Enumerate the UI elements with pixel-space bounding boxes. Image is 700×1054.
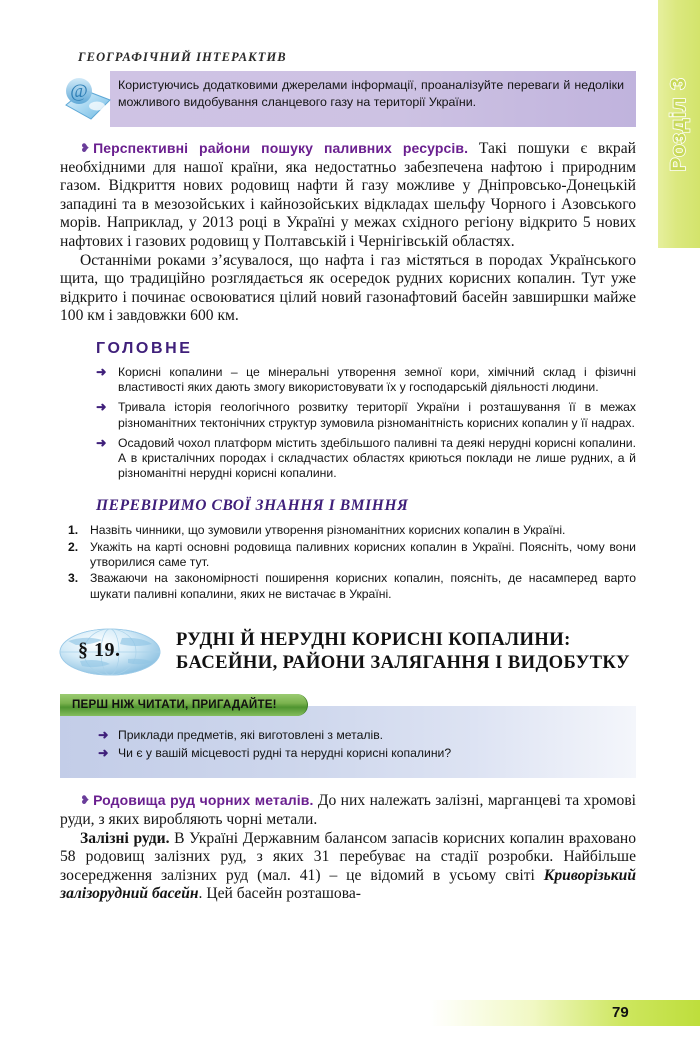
ores-paragraph-1 [60, 791, 636, 829]
list-item-text: Чи є у вашій місцевості рудні та нерудні корисні копалини? [118, 746, 452, 761]
list-item [60, 523, 636, 538]
ores-subterm: Залізні руди. [80, 829, 170, 847]
before-reading-list [60, 728, 636, 762]
prospective-body-1: Такі пошуки є вкрай необхідними для нашої країни, яка недостатньо забезпечена нафтою і природним газом. Відкриття нових родовищ нафти й газу можливе у Дніпровсько-Донецькій западині та в мезозойських і кайнозойських відкладах шельфу Чорного і Азовського морів. Наприклад, у 2013 році в Україні у межах східного регіону відкрито 5 нових нафтових і газових родовищ у Полтавській і Чернігівській областях. [60, 140, 636, 250]
page-number: 79 [612, 1004, 629, 1021]
list-item [96, 436, 636, 482]
main-summary-block [96, 340, 636, 481]
arrow-icon: ➜ [98, 746, 109, 761]
ores-basin-term: Криворізький залізорудний басейн [60, 866, 636, 903]
list-item-text: Зважаючи на закономірності поширення корисних копалин, поясніть, де насамперед варто шукати паливні копалини, яких не вистачає в Україні. [90, 571, 636, 601]
page-content [60, 50, 636, 904]
ores-paragraph-2 [60, 830, 636, 904]
before-reading-pill: ПЕРШ НІЖ ЧИТАТИ, ПРИГАДАЙТЕ! [60, 694, 308, 716]
list-item [96, 365, 636, 395]
list-item-text: Назвіть чинники, що зумовили утворення різноманітних корисних копалин в Україні. [90, 523, 566, 538]
main-summary-heading: ГОЛОВНЕ [96, 339, 193, 357]
prospective-paragraph-1 [60, 139, 636, 252]
prospective-lead-title: Перспективні райони пошуку паливних ресурсів. [93, 140, 469, 156]
chapter-tab-inner [658, 0, 700, 248]
list-item [98, 728, 636, 743]
list-item-number: 3. [68, 571, 79, 586]
list-item [96, 400, 636, 430]
chapter-tab [658, 0, 700, 248]
ores-body-1: До них належать залізні, марганцеві та хромові руди, з яких виробляють чорні метали. [60, 792, 637, 829]
interactive-title: ГЕОГРАФІЧНИЙ ІНТЕРАКТИВ [78, 50, 287, 64]
check-knowledge-list [60, 523, 636, 601]
footer-bar [430, 1000, 700, 1026]
list-item-number: 2. [68, 539, 79, 554]
paragraph-marker-icon: ❥ [80, 793, 91, 808]
ores-lead-title: Родовища руд чорних металів. [93, 792, 314, 809]
list-item-text: Тривала історія геологічного розвитку території України і розташування її в межах різноманітних тектонічних структур зумовила різноманітність корисних копалин у її надрах. [118, 400, 636, 430]
ores-body-2b: . Цей басейн розташова- [198, 885, 362, 903]
arrow-icon: ➜ [96, 364, 107, 379]
svg-text:@: @ [70, 81, 88, 102]
list-item [98, 746, 636, 761]
list-item-text: Приклади предметів, які виготовлені з металів. [118, 727, 384, 742]
ores-body-2a: В Україні Державним балансом запасів корисних копалин враховано 58 родовищ залізних руд, з яких 31 перебуває на стадії розробки. Найбільше зосередження залізних руд (мал. 41) – це відомий в усьому світі [60, 829, 637, 884]
ores-section [60, 791, 636, 904]
section-title-line-1: РУДНІ Й НЕРУДНІ КОРИСНІ КОПАЛИНИ: [176, 628, 571, 650]
section-19-header [60, 628, 636, 680]
interactive-block [60, 71, 636, 127]
list-item [60, 540, 636, 571]
list-item-text: Укажіть на карті основні родовища паливних корисних копалин в Україні. Поясніть, чому вони утворилися саме тут. [90, 539, 636, 569]
section-title-line-2: БАСЕЙНИ, РАЙОНИ ЗАЛЯГАННЯ І ВИДОБУТКУ [176, 651, 630, 673]
paragraph-marker-icon: ❥ [80, 141, 91, 155]
list-item-text: Осадовий чохол платформ містить здебільшого паливні та деякі нерудні корисні копалини. А в кристалічних породах і складчастих областях криються поклади не лише рудних, а й різноманітні нерудні корисні копалини. [118, 435, 636, 481]
list-item-number: 1. [68, 523, 79, 538]
list-item [60, 571, 636, 602]
main-summary-list [96, 365, 636, 481]
check-knowledge-heading: ПЕРЕВІРИМО СВОЇ ЗНАННЯ І ВМІННЯ [96, 497, 409, 515]
arrow-icon: ➜ [98, 727, 109, 742]
section-title [176, 628, 636, 674]
prospective-regions-section [60, 139, 636, 326]
prospective-paragraph-2: Останніми роками з’ясувалося, що нафта і газ містяться в породах Українського щита, що традиційно розглядається як осередок рудних корисних копалин. Тут уже відкрито і починає освоюватися цілий новий газонафтовий басейн завширшки майже 100 км і завдовжки 600 км. [60, 251, 636, 325]
chapter-tab-label: Розділ 3 [667, 76, 690, 172]
arrow-icon: ➜ [96, 400, 107, 415]
arrow-icon: ➜ [96, 435, 107, 450]
section-number: § 19. [78, 638, 121, 661]
at-email-icon [60, 75, 116, 125]
before-reading-block [60, 694, 636, 762]
list-item-text: Корисні копалини – це мінеральні утворення земної кори, хімічний склад і фізичні властивості яких дають змогу використовувати їх у господарській діяльності людини. [118, 364, 636, 395]
interactive-text-box: Користуючись додатковими джерелами інформації, проаналізуйте переваги й недоліки можливого видобування сланцевого газу на території України. [110, 71, 636, 127]
